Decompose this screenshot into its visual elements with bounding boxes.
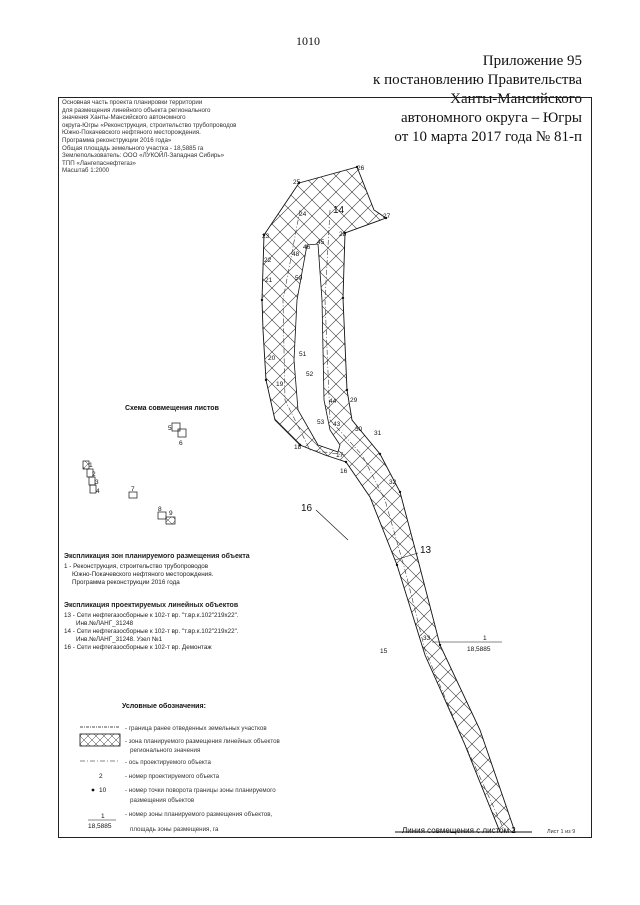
point-label: 21 xyxy=(265,277,273,284)
objects-explication-line: 14 - Сети нефтегазосборные к 102-т вр. "т.вр.к.102"219x22". xyxy=(64,628,239,635)
zones-explication-title: Экспликация зон планируемого размещения объекта xyxy=(64,553,250,560)
sheet-number: 2 xyxy=(92,471,96,478)
sheet-number: 3 xyxy=(95,479,99,486)
point-label: 30 xyxy=(355,426,363,433)
point-label: 28 xyxy=(339,231,347,238)
sheet-number: 6 xyxy=(179,440,183,447)
point-label: 20 xyxy=(268,355,276,362)
point-label: 25 xyxy=(293,179,301,186)
zone-polygon xyxy=(262,167,515,832)
point-label: 44 xyxy=(329,398,337,405)
legend-title: Условные обозначения: xyxy=(122,703,206,710)
point-label: 26 xyxy=(357,165,365,172)
sheet-label: Лист 1 из 9 xyxy=(547,829,576,835)
header-line: Масштаб 1:2000 xyxy=(62,167,110,175)
zone-area: 18,5885 xyxy=(467,646,491,653)
object-label-14: 14 xyxy=(333,205,345,216)
point-label: 22 xyxy=(264,257,272,264)
point-label: 17 xyxy=(336,452,344,459)
sheet-scheme-title: Схема совмещения листов xyxy=(125,405,219,412)
objects-explication-line: Инв.№ЛАНГ_31248 xyxy=(76,620,134,627)
point-label: 27 xyxy=(383,213,391,220)
legend-item-zone-cont: регионального значения xyxy=(130,747,201,754)
appendix-line-4: автономного округа – Югры xyxy=(400,110,582,126)
objects-explication-line: 13 - Сети нефтегазосборные к 102-т вр. "т.вр.к.102"219x22". xyxy=(64,612,239,619)
match-line-label: Линия совмещения с листом 2 xyxy=(402,826,516,835)
zones-explication-line: Программа реконструкции 2016 года xyxy=(72,579,180,586)
header-line: Основная часть проекта планировки территории xyxy=(62,99,203,106)
sheet-number: 5 xyxy=(168,425,172,432)
point-label: 32 xyxy=(389,479,397,486)
object-label-13: 13 xyxy=(420,545,432,556)
sheet-number: 1 xyxy=(89,462,93,469)
point-label: 19 xyxy=(276,381,284,388)
page-number: 1010 xyxy=(296,34,320,48)
sheet-number: 4 xyxy=(96,488,100,495)
legend-sample-zone-area: 18,5885 xyxy=(88,823,112,830)
legend-item-zone: - зона планируемого размещения линейных объектов xyxy=(125,738,280,745)
legend-sample-object-number: 2 xyxy=(99,773,103,780)
sheet-scheme xyxy=(83,423,186,524)
legend-sample-zone-number: 1 xyxy=(101,813,105,820)
legend-item-point-number: - номер точки поворота границы зоны планируемого xyxy=(125,787,276,794)
header-line: Программа реконструкции 2016 года» xyxy=(62,136,172,144)
appendix-line-2: к постановлению Правительства xyxy=(373,72,582,88)
point-label: 46 xyxy=(303,244,311,251)
appendix-line-3: Ханты-Мансийского xyxy=(450,91,582,107)
header-line: ТПП «Лангепаснефтегаз» xyxy=(62,159,136,167)
point-label: 15 xyxy=(380,648,388,655)
point-label: 16 xyxy=(340,468,348,475)
legend-item-zone-number-cont: площадь зоны размещения, га xyxy=(130,826,219,833)
point-label: 31 xyxy=(374,430,382,437)
point-label: 29 xyxy=(350,397,358,404)
legend-item-axis: - ось проектируемого объекта xyxy=(125,759,211,766)
point-label: 33 xyxy=(423,635,431,642)
header-line: округа-Югры «Реконструкция, строительство трубопроводов xyxy=(62,121,237,129)
point-label: 43 xyxy=(333,421,341,428)
legend-item-prior-boundary: - граница ранее отведенных земельных участков xyxy=(125,725,267,732)
point-label: 48 xyxy=(292,251,300,258)
point-label: 18 xyxy=(294,444,302,451)
zones-explication-line: Южно-Покачевского нефтяного месторождения. xyxy=(72,571,214,578)
header-line: значения Ханты-Мансийского автономного xyxy=(62,114,186,122)
objects-explication-line: Инв.№ЛАНГ_31248. Узел №1 xyxy=(76,636,163,643)
objects-explication-title: Экспликация проектируемых линейных объектов xyxy=(64,602,239,609)
sheet-number: 7 xyxy=(131,486,135,493)
legend-item-zone-number: - номер зоны планируемого размещения объектов, xyxy=(125,811,273,818)
legend-item-object-number: - номер проектируемого объекта xyxy=(125,773,220,780)
point-label: 24 xyxy=(299,211,307,218)
sheet-number: 8 xyxy=(158,506,162,513)
point-label: 50 xyxy=(295,275,303,282)
appendix-line-1: Приложение 95 xyxy=(482,53,582,69)
sheet-number: 9 xyxy=(169,510,173,517)
zone-number: 1 xyxy=(483,635,487,642)
point-label: 51 xyxy=(299,351,307,358)
header-line: для размещения линейного объекта регионального xyxy=(62,106,211,114)
point-label: 52 xyxy=(306,371,314,378)
object-label-16: 16 xyxy=(301,503,313,514)
point-label: 23 xyxy=(262,233,270,240)
zones-explication-line: 1 - Реконструкция, строительство трубопроводов xyxy=(64,563,209,570)
object-16-leader xyxy=(316,510,348,540)
point-label: 53 xyxy=(317,419,325,426)
appendix-line-5: от 10 марта 2017 года № 81-п xyxy=(394,129,582,145)
point-label: 45 xyxy=(317,239,325,246)
header-line: Землепользователь: ООО «ЛУКОЙЛ-Западная Сибирь» xyxy=(62,152,225,160)
legend-sample-point-number: 10 xyxy=(99,787,107,794)
header-line: Общая площадь земельного участка - 18,5885 га xyxy=(62,144,204,152)
legend-item-point-number-cont: размещения объектов xyxy=(130,797,195,804)
objects-explication-line: 16 - Сети нефтегазосборные к 102-т вр. Демонтаж xyxy=(64,644,212,651)
header-line: Южно-Покачевского нефтяного месторождения. xyxy=(62,129,201,137)
